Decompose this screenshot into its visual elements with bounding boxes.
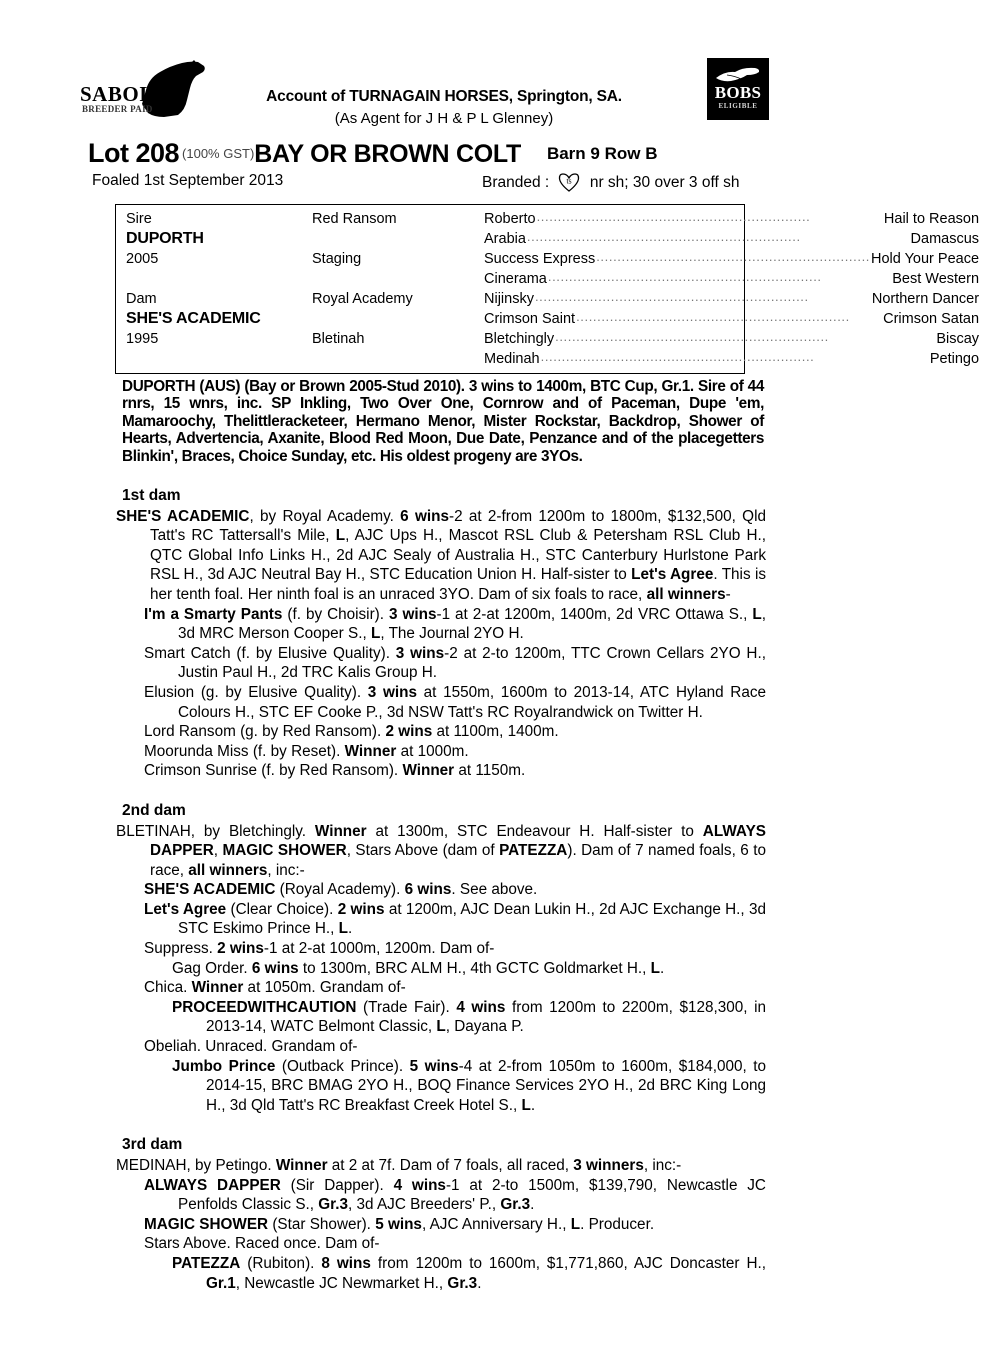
highlighted-name: Let's Agree (631, 566, 714, 584)
entry-text: . This is her tenth foal. Her ninth foal is an unraced 3YO. Dam of six foals to race, (150, 566, 767, 603)
leader-dots: ................................................................. (536, 209, 811, 224)
entry-text: , AJC Ups H., Mascot RSL Club & Petersham RSL Club H., QTC Global Info Links H., 2d AJC Sealy of Australia H., STC Canterbury Hurlstone Park RSL H., 3d AJC Neutral Bay H., STC Education Union H. Half-sister to (150, 527, 767, 584)
entry-text: ). Dam of 7 named foals, 6 to race, (150, 842, 766, 879)
bobs-wordmark: BOBS (714, 83, 762, 102)
pedigree-body (116, 486, 766, 1293)
entry-text: at 1000m. (396, 742, 469, 760)
barn-row-location: Barn 9 Row B (546, 144, 658, 163)
dam-section-heading: 2nd dam (122, 801, 186, 819)
entry-text: Lord Ransom (g. by Red Ransom). (144, 723, 386, 741)
highlighted-name: PROCEEDWITHCAUTION (172, 998, 357, 1016)
lot-title-row (88, 138, 772, 168)
spacer-cell (116, 349, 304, 369)
entry-text: (Clear Choice). (226, 900, 338, 918)
bobs-subtitle: ELIGIBLE (718, 102, 758, 110)
pedigree-entry (116, 1215, 766, 1235)
highlighted-name: Winner (344, 742, 397, 760)
colour-sex-description: BAY OR BROWN COLT (254, 140, 521, 168)
dam-label: Dam (126, 291, 157, 307)
highlighted-name: ALWAYS DAPPER (144, 1176, 281, 1194)
entry-text: Obeliah. Unraced. Grandam of- (144, 1038, 358, 1056)
pedigree-entry (116, 939, 766, 959)
highlighted-name: 3 wins (388, 605, 437, 623)
entry-text: from 1200m to 2200m, $128,300, in 2013-14, WATC Belmont Classic, (206, 998, 766, 1036)
entry-text: (f. by Choisir). (282, 605, 389, 623)
entry-text: at 1200m, AJC Dean Lukin H., 2d AJC Exchange H., 3d STC Eskimo Prince H., (178, 900, 766, 938)
highlighted-name: L (370, 625, 381, 643)
entry-text: to 1300m, BRC ALM H., 4th GCTC Goldmarket H., (298, 959, 651, 977)
highlighted-name: Gr.3 (318, 1196, 349, 1214)
entry-text: at 1300m, STC Endeavour H. Half-sister to (366, 822, 703, 840)
highlighted-name: L (650, 959, 660, 977)
ancestor-6-right: Crimson Satan (883, 311, 980, 327)
leader-dots: ................................................................. (596, 249, 870, 264)
entry-text: , (213, 842, 223, 860)
highlighted-name: PATEZZA (499, 842, 568, 860)
highlighted-name: 8 wins (321, 1254, 371, 1272)
pedigree-entry (116, 978, 766, 998)
ancestor-7-left: Bletchingly (484, 331, 555, 347)
entry-text: Chica. (144, 979, 192, 997)
leader-dots: ................................................................. (576, 309, 850, 324)
ancestor-row-8 (476, 349, 989, 369)
entry-text: , inc:- (267, 861, 305, 879)
highlighted-name: 5 wins (375, 1215, 422, 1233)
highlighted-name: Winner (191, 979, 244, 997)
dam-sire: Royal Academy (312, 291, 413, 307)
highlighted-name: ALWAYS DAPPER (150, 822, 766, 860)
entry-text: (Rubiton). (240, 1254, 322, 1272)
pedigree-table (115, 204, 980, 374)
highlighted-name: 4 wins (393, 1176, 446, 1194)
page-header (0, 0, 860, 130)
highlighted-name: L (338, 920, 349, 938)
ancestor-row-6 (476, 309, 989, 329)
pedigree-entry (116, 1037, 766, 1057)
highlighted-name: L (335, 527, 346, 545)
pedigree-entry (116, 761, 766, 781)
highlighted-name: 2 wins (385, 723, 433, 741)
dam-section (116, 801, 766, 1116)
entry-text: , Stars Above (dam of (346, 842, 500, 860)
entry-text: , inc:- (643, 1157, 682, 1174)
pedigree-entry (116, 722, 766, 742)
spacer-cell (304, 309, 476, 329)
entry-text: Stars Above. Raced once. Dam of- (144, 1235, 380, 1253)
entry-text: -1 at 2-at 1200m, 1400m, 2d VRC Ottawa S., (436, 605, 753, 623)
entry-text: . (530, 1196, 535, 1214)
pedigree-entry (116, 1057, 766, 1116)
ancestor-5-right: Northern Dancer (871, 291, 980, 307)
entry-text: , 3d MRC Merson Cooper S., (178, 605, 766, 643)
highlighted-name: L (521, 1096, 531, 1114)
dam-dam: Bletinah (312, 331, 365, 347)
leader-dots: ................................................................. (534, 289, 809, 304)
entry-text: . Producer. (580, 1215, 655, 1233)
ancestor-3-right: Hold Your Peace (871, 251, 980, 267)
highlighted-name: 2 wins (337, 900, 385, 918)
highlighted-name: PATEZZA (172, 1254, 241, 1272)
sire-summary-paragraph: DUPORTH (AUS) (Bay or Brown 2005-Stud 2010). 3 wins to 1400m, BTC Cup, Gr.1. Sire of 44 rnrs, 15 wnrs, inc. SP Inkling, Two Over One, Cornrow and of Paceman, Dupe 'em, Mamaroochy, Thelittleracketeer, Hermano Menor, Mister Rockstar, Backdrop, Shower of Hearts, Advertencia, Axanite, Blood Red Moon, Due Date, Penzance and of the placegetters Blinkin', Braces, Choice Sunday, etc. His oldest progeny are 3YOs. (122, 378, 764, 465)
entry-text: -2 at 2-to 1200m, TTC Crown Cellars 2YO H., Justin Paul H., 2d TRC Kalis Group H. (178, 644, 766, 682)
gst-note: (100% GST) (182, 146, 255, 161)
pedigree-entry (116, 880, 766, 900)
sire-year: 2005 (126, 251, 159, 267)
entry-text: Gag Order. (172, 959, 252, 977)
pedigree-entry (116, 822, 766, 881)
highlighted-name: 6 wins (251, 959, 299, 977)
entry-text: Crimson Sunrise (f. by Red Ransom). (144, 762, 403, 780)
entry-text: . (477, 1274, 482, 1292)
entry-text: at 1100m, 1400m. (432, 723, 559, 741)
highlighted-name: 3 winners (573, 1157, 644, 1174)
highlighted-name: all winners (188, 861, 268, 879)
svg-text:ts: ts (565, 176, 572, 186)
account-name: TURNAGAIN HORSES, Springton, SA. (349, 88, 622, 105)
entry-text: . (660, 959, 665, 977)
pedigree-entry (116, 1156, 766, 1176)
highlighted-name: L (570, 1215, 581, 1233)
sire-sire: Red Ransom (312, 211, 397, 227)
ancestor-6-left: Crimson Saint (484, 311, 576, 327)
highlighted-name: Let's Agree (144, 900, 227, 918)
ancestor-4-left: Cinerama (484, 271, 547, 287)
account-prefix: Account of (266, 88, 350, 105)
ancestor-1-left: Roberto (484, 211, 536, 227)
entry-text: Suppress. (144, 940, 218, 958)
highlighted-name: Gr.1 (206, 1274, 236, 1292)
branded-label: Branded : (482, 174, 550, 191)
entry-text: , by Royal Academy. (249, 507, 401, 525)
highlighted-name: 6 wins (400, 507, 449, 525)
pedigree-entry (116, 1176, 766, 1215)
entry-text: , AJC Anniversary H., (421, 1215, 571, 1233)
highlighted-name: Winner (314, 822, 367, 840)
highlighted-name: SHE'S ACADEMIC (116, 507, 250, 525)
pedigree-entry (116, 507, 766, 605)
sabois-subtitle: BREEDER PAID (82, 104, 153, 114)
entry-text: at 1550m, 1600m to 2013-14, ATC Hyland Race Colours H., STC EF Cooke P., 3d NSW Tatt's RC Royalrandwick on Twitter H. (178, 683, 766, 721)
pedigree-entry (116, 605, 766, 644)
entry-text: , 3d AJC Breeders' P., (348, 1196, 501, 1214)
ancestor-7-right: Biscay (936, 331, 980, 347)
ancestor-1-right: Hail to Reason (883, 211, 980, 227)
highlighted-name: L (436, 1018, 446, 1036)
entry-text: . (530, 1096, 536, 1114)
entry-text: at 1050m. Grandam of- (243, 979, 406, 997)
entry-text: MEDINAH, by Petingo. (116, 1157, 276, 1174)
highlighted-name: 5 wins (409, 1057, 459, 1075)
pedigree-entry (116, 742, 766, 762)
pedigree-entry (116, 1234, 766, 1254)
ancestor-row-4 (476, 269, 989, 289)
pedigree-entry (116, 683, 766, 722)
account-line (0, 88, 860, 106)
ancestor-2-left: Arabia (484, 231, 526, 247)
entry-text: (Sir Dapper). (280, 1176, 394, 1194)
dam-section-heading: 3rd dam (122, 1136, 183, 1154)
pedigree-entry (116, 998, 766, 1037)
dam-section-heading: 1st dam (122, 487, 181, 504)
entry-text: (Star Shower). (268, 1215, 376, 1233)
pedigree-grid (116, 209, 980, 369)
entry-text: -1 at 2-to 1500m, $139,790, Newcastle JC Penfolds Classic S., (178, 1176, 766, 1214)
ancestor-row-1 (476, 209, 989, 229)
dam-name: SHE'S ACADEMIC (126, 310, 261, 327)
highlighted-name: Gr.3 (447, 1274, 478, 1292)
dam-section (116, 1135, 766, 1293)
foaled-branded-row (92, 172, 772, 196)
entry-text: , Dayana P. (445, 1018, 524, 1036)
pedigree-entry (116, 644, 766, 683)
pedigree-entry (116, 900, 766, 939)
entry-text: -4 at 2-from 1050m to 1600m, $184,000, to 2014-15, BRC BMAG 2YO H., BOQ Finance Services 2YO H., 2d BRC King Long H., 3d Qld Tatt's RC Breakfast Creek Hotel S., (206, 1057, 767, 1114)
entry-text: Moorunda Miss (f. by Reset). (144, 742, 345, 760)
entry-text: - (725, 585, 731, 603)
leader-dots: ................................................................. (555, 329, 829, 344)
highlighted-name: MAGIC SHOWER (144, 1215, 269, 1233)
ts-in-heart-brand-icon (558, 172, 580, 192)
ancestor-8-left: Medinah (484, 351, 540, 367)
entry-text: at 1150m. (454, 762, 526, 780)
ancestor-3-left: Success Express (484, 251, 596, 267)
ancestor-row-3 (476, 249, 989, 269)
ancestor-row-5 (476, 289, 989, 309)
entry-text: from 1200m to 1600m, $1,771,860, AJC Doncaster H., (370, 1254, 766, 1272)
dam-year: 1995 (126, 331, 159, 347)
entry-text: (Outback Prince). (275, 1057, 410, 1075)
highlighted-name: 2 wins (217, 940, 264, 958)
ancestor-2-right: Damascus (910, 231, 980, 247)
highlighted-name: all winners (646, 585, 726, 603)
highlighted-name: I'm a Smarty Pants (144, 605, 283, 623)
highlighted-name: 4 wins (456, 998, 506, 1016)
bobs-bird-icon (715, 65, 761, 85)
entry-text: , The Journal 2YO H. (380, 625, 524, 643)
highlighted-name: Winner (402, 762, 455, 780)
leader-dots: ................................................................. (547, 269, 822, 284)
pedigree-entry (116, 959, 766, 979)
ancestor-4-right: Best Western (892, 271, 980, 287)
brand-text: nr sh; 30 over 3 off sh (589, 174, 740, 191)
sire-dam: Staging (312, 251, 362, 267)
entry-text: Smart Catch (f. by Elusive Quality). (144, 644, 396, 662)
entry-text: at 2 at 7f. Dam of 7 foals, all raced, (327, 1157, 574, 1174)
spacer-cell (304, 229, 476, 249)
highlighted-name: 6 wins (404, 881, 452, 899)
pedigree-entry (116, 1254, 766, 1293)
entry-text: -1 at 2-at 1000m, 1200m. Dam of- (263, 940, 495, 958)
highlighted-name: Winner (275, 1157, 328, 1174)
entry-text: . (348, 920, 353, 938)
leader-dots: ................................................................. (540, 349, 815, 364)
entry-text: (Trade Fair). (356, 998, 457, 1016)
sabois-wordmark: SABOIS (80, 82, 161, 106)
ancestor-8-right: Petingo (929, 351, 980, 367)
dam-section (116, 486, 766, 781)
sire-label: Sire (126, 211, 152, 227)
entry-text: (Royal Academy). (275, 881, 405, 899)
highlighted-name: 3 wins (367, 683, 417, 701)
ancestor-row-7 (476, 329, 989, 349)
highlighted-name: L (752, 605, 762, 623)
spacer-cell (304, 349, 476, 369)
entry-text: . See above. (451, 881, 538, 899)
entry-text: Elusion (g. by Elusive Quality). (144, 683, 368, 701)
ancestor-row-2 (476, 229, 989, 249)
agent-line: (As Agent for J H & P L Glenney) (334, 110, 554, 127)
highlighted-name: Jumbo Prince (172, 1057, 276, 1075)
highlighted-name: Gr.3 (500, 1196, 531, 1214)
sire-name: DUPORTH (126, 230, 204, 247)
leader-dots: ................................................................. (526, 229, 801, 244)
entry-text: BLETINAH, by Bletchingly. (116, 822, 315, 840)
entry-text: -2 at 2-from 1200m to 1800m, $132,500, Qld Tatt's RC Tattersall's Mile, (150, 507, 766, 545)
entry-text: , Newcastle JC Newmarket H., (235, 1274, 448, 1292)
branded-block (482, 172, 739, 192)
spacer-cell (304, 269, 476, 289)
lot-number: Lot 208 (88, 138, 180, 168)
ancestor-5-left: Nijinsky (484, 291, 534, 307)
highlighted-name: 3 wins (395, 644, 445, 662)
highlighted-name: SHE'S ACADEMIC (144, 881, 276, 899)
spacer-cell (116, 269, 304, 289)
highlighted-name: MAGIC SHOWER (222, 842, 347, 860)
foaled-date: Foaled 1st September 2013 (92, 172, 284, 189)
